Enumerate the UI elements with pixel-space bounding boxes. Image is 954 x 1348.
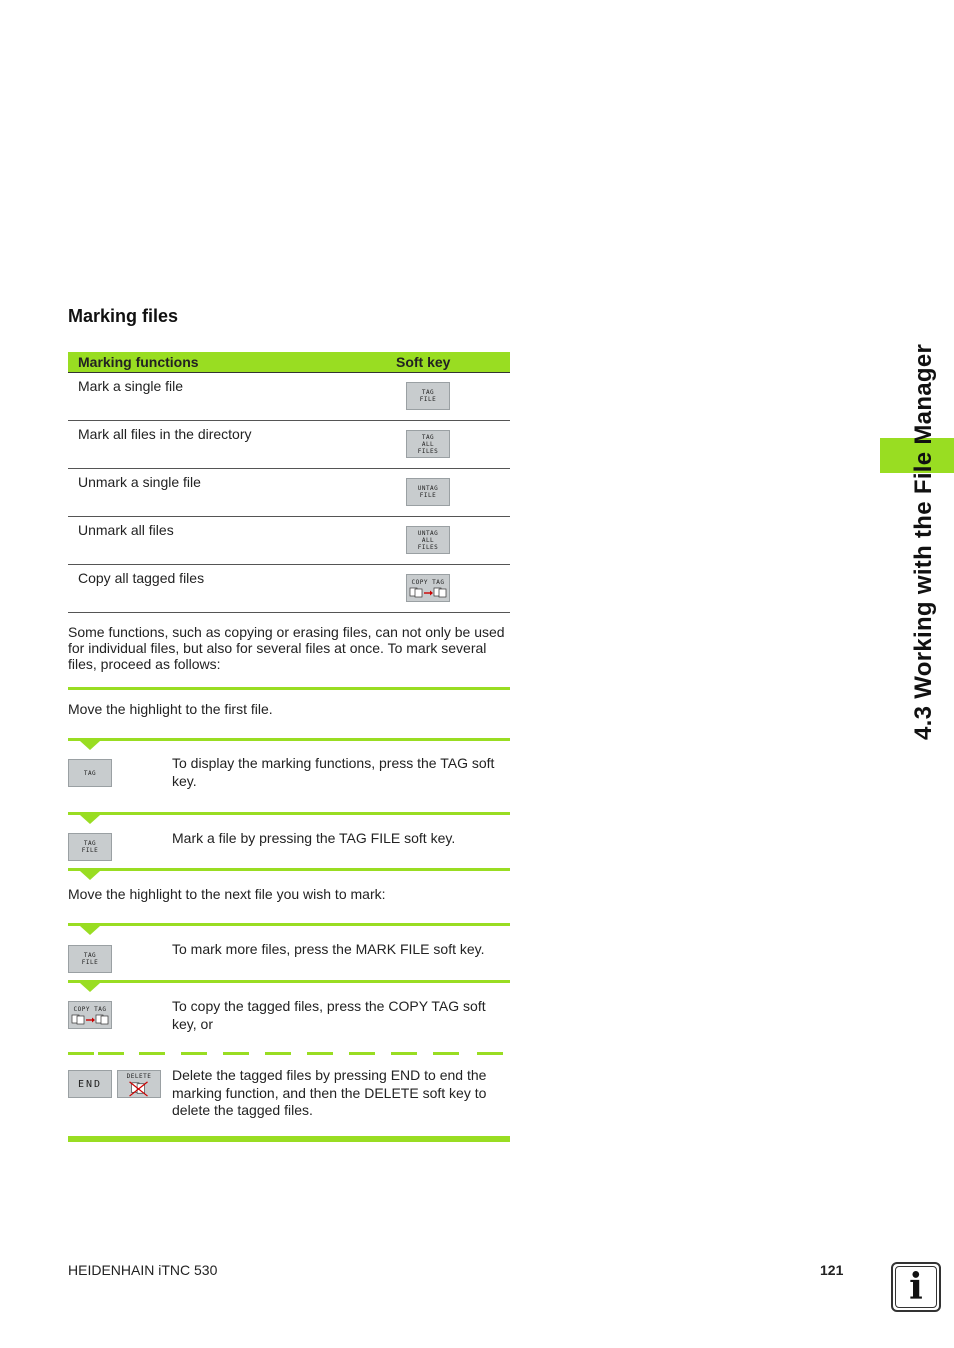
- footer-manual-title: HEIDENHAIN iTNC 530: [68, 1262, 218, 1278]
- header-marking-functions: Marking functions: [78, 354, 199, 370]
- header-soft-key: Soft key: [396, 354, 451, 370]
- intro-paragraph: Some functions, such as copying or erasing files, can not only be used for individual files, but also for several files at once. To mark several files, proceed as follows:: [68, 624, 505, 672]
- step-description: To mark more files, press the MARK FILE soft key.: [172, 941, 485, 957]
- untag-all-files-softkey[interactable]: [406, 526, 450, 554]
- untag-file-softkey[interactable]: [406, 478, 450, 506]
- dashed-divider: [98, 1052, 124, 1055]
- dashed-divider: [139, 1052, 165, 1055]
- copy-files-icon: [408, 586, 448, 598]
- step-description: Delete the tagged files by pressing END to end the marking function, and then the DELETE soft key to delete the tagged files.: [172, 1067, 487, 1118]
- softkey-line: FILES: [417, 447, 439, 455]
- table-row: [68, 469, 510, 517]
- dashed-divider: [265, 1052, 291, 1055]
- copy-files-icon: [70, 1013, 110, 1025]
- step-text: Move the highlight to the first file.: [68, 701, 273, 717]
- table-row: [68, 565, 510, 613]
- copy-tag-softkey[interactable]: [68, 1001, 112, 1029]
- tag-softkey[interactable]: [68, 759, 112, 787]
- dashed-divider: [349, 1052, 375, 1055]
- step-divider: [68, 738, 510, 741]
- table-row: [68, 517, 510, 565]
- delete-softkey[interactable]: [117, 1070, 161, 1098]
- dashed-divider: [477, 1052, 503, 1055]
- step-description: To display the marking functions, press the TAG soft key.: [172, 755, 495, 789]
- step-arrow-icon: [80, 983, 100, 992]
- softkey-line: TAG: [83, 952, 97, 959]
- row-label: Mark all files in the directory: [78, 426, 252, 442]
- step-divider: [68, 687, 510, 690]
- softkey-line: FILE: [81, 959, 99, 966]
- table-row: [68, 373, 510, 421]
- step-divider: [68, 868, 510, 871]
- step-arrow-icon: [80, 871, 100, 880]
- softkey-line: FILE: [419, 396, 437, 403]
- tag-all-files-softkey[interactable]: [406, 430, 450, 458]
- step-arrow-icon: [80, 926, 100, 935]
- delete-files-icon: [126, 1080, 152, 1097]
- step-arrow-icon: [80, 741, 100, 750]
- info-glyph: i: [909, 1266, 923, 1308]
- chapter-side-title: 4.3 Working with the File Manager: [910, 343, 937, 740]
- softkey-line: ALL: [421, 440, 435, 448]
- row-label: Unmark a single file: [78, 474, 201, 490]
- dashed-divider: [391, 1052, 417, 1055]
- softkey-line: ALL: [421, 536, 435, 544]
- procedure-end-bar: [68, 1136, 510, 1142]
- marking-functions-table: [68, 352, 510, 613]
- copy-tag-softkey[interactable]: [406, 574, 450, 602]
- softkey-line: TAG: [83, 769, 97, 777]
- tag-file-softkey[interactable]: [68, 833, 112, 861]
- step-arrow-icon: [80, 815, 100, 824]
- softkey-line: TAG: [421, 433, 435, 441]
- table-row: [68, 421, 510, 469]
- section-title: Marking files: [68, 306, 179, 326]
- softkey-line: TAG: [83, 840, 97, 847]
- step-divider: [68, 812, 510, 815]
- row-label: Mark a single file: [78, 378, 184, 394]
- dashed-divider: [223, 1052, 249, 1055]
- softkey-line: COPY TAG: [411, 578, 445, 586]
- info-icon: [891, 1262, 941, 1312]
- page-number: 121: [820, 1262, 844, 1278]
- softkey-line: DELETE: [126, 1073, 152, 1080]
- softkey-line: COPY TAG: [73, 1005, 107, 1013]
- key-label: END: [77, 1078, 103, 1090]
- step-divider: [68, 923, 510, 926]
- end-key[interactable]: [68, 1070, 112, 1098]
- row-label: Copy all tagged files: [78, 570, 205, 586]
- dashed-divider: [307, 1052, 333, 1055]
- step-divider: [68, 980, 510, 983]
- softkey-line: FILE: [81, 847, 99, 854]
- softkey-line: UNTAG: [417, 529, 439, 537]
- dashed-divider: [181, 1052, 207, 1055]
- tag-file-softkey[interactable]: [68, 945, 112, 973]
- tag-file-softkey[interactable]: [406, 382, 450, 410]
- table-header: [68, 352, 510, 373]
- softkey-line: FILES: [417, 543, 439, 551]
- dashed-divider: [68, 1052, 94, 1055]
- softkey-line: FILE: [419, 492, 437, 499]
- step-text: Move the highlight to the next file you wish to mark:: [68, 886, 386, 902]
- softkey-line: TAG: [421, 389, 435, 396]
- step-description: To copy the tagged files, press the COPY TAG soft key, or: [172, 998, 486, 1032]
- dashed-divider: [433, 1052, 459, 1055]
- softkey-line: UNTAG: [417, 485, 439, 492]
- row-label: Unmark all files: [78, 522, 174, 538]
- step-description: Mark a file by pressing the TAG FILE soft key.: [172, 830, 456, 846]
